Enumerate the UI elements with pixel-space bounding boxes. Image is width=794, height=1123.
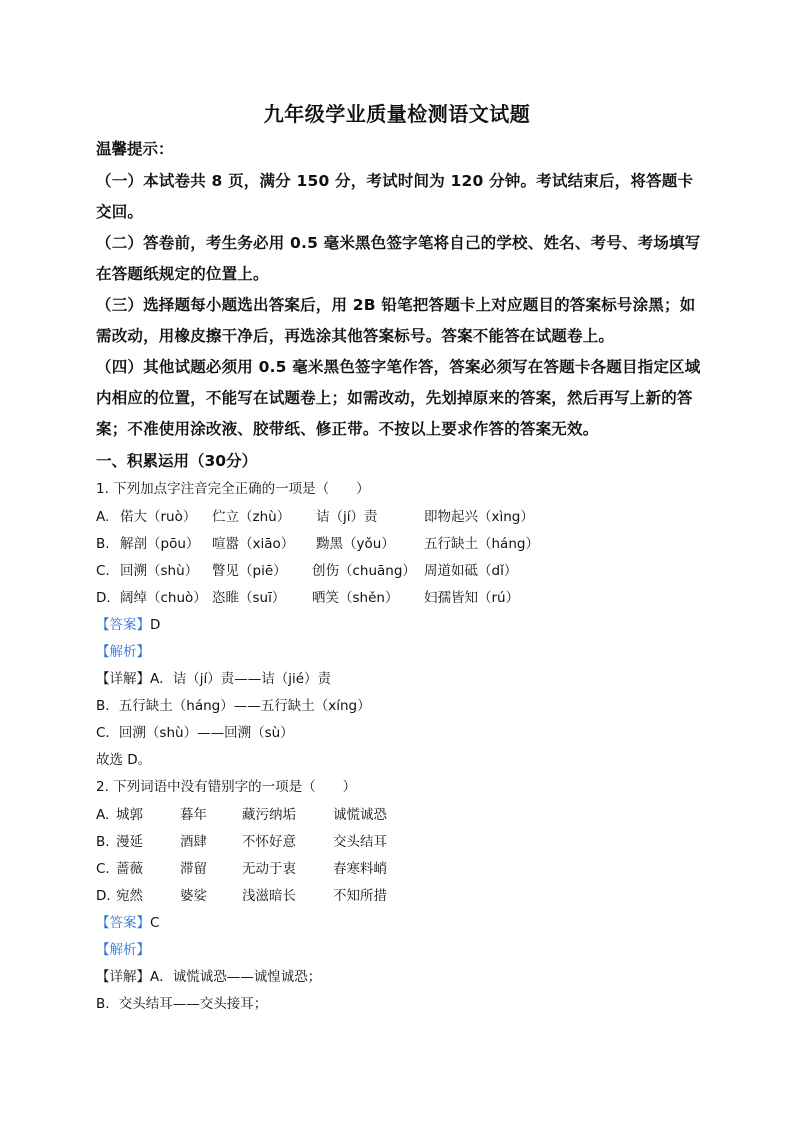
option-letter: B.: [96, 536, 110, 552]
notice-item-1: （一）本试卷共 8 页，满分 150 分，考试时间为 120 分钟。考试结束后，将答题卡交回。: [96, 172, 694, 221]
option-item: 妇孺皆知（rú）: [424, 590, 520, 606]
option-item: 周道如砥（dǐ）: [424, 563, 518, 579]
q2-option-b: [96, 832, 516, 852]
option-item: 滞留: [180, 861, 207, 877]
notice-item-2: （二）答卷前，考生务必用 0.5 毫米黑色签字笔将自己的学校、姓名、考号、考场填写在答题纸规定的位置上。: [96, 234, 701, 283]
option-item: 喧嚣（xiāo）: [212, 536, 295, 552]
option-item: 哂笑（shěn）: [312, 590, 399, 606]
answer-tag: 【答案】: [96, 617, 150, 633]
detail-text: A．诚慌诚恐——诚惶诚恐；: [150, 969, 322, 985]
q1-detail-1: [96, 669, 331, 689]
q2-analysis-tag: 【解析】: [96, 942, 150, 958]
q2-option-c: [96, 859, 516, 879]
q2-option-d: [96, 886, 516, 906]
q1-detail-3: C．回溯（shù）——回溯（sù）: [96, 725, 294, 741]
option-item: 婆娑: [180, 888, 207, 904]
detail-tag: 【详解】: [96, 671, 150, 687]
option-letter: B.: [96, 834, 110, 850]
option-item: 无动于衷: [242, 861, 296, 877]
answer-value: D: [150, 617, 161, 633]
option-item: 漫延: [116, 834, 143, 850]
q2-answer: [96, 913, 159, 933]
q1-analysis-tag: 【解析】: [96, 644, 150, 660]
q1-conclusion: 故选 D。: [96, 752, 152, 768]
option-item: 宛然: [116, 888, 143, 904]
option-item: 不知所措: [333, 888, 387, 904]
q1-option-b: [96, 534, 656, 554]
option-item: 不怀好意: [242, 834, 296, 850]
option-item: 创伤（chuāng）: [312, 563, 416, 579]
answer-value: C: [150, 915, 160, 931]
notice-item-4: （四）其他试题必须用 0.5 毫米黑色签字笔作答，答案必须写在答题卡各题目指定区域内相应的位置，不能写在试题卷上；如需改动，先划掉原来的答案，然后再写上新的答案；不准使用涂改液、胶带纸、修正带。不按以上要求作答的答案无效。: [96, 358, 701, 438]
q1-answer: [96, 615, 160, 635]
section-heading: 一、积累运用（30分）: [96, 452, 258, 470]
option-item: 即物起兴（xìng）: [424, 509, 534, 525]
option-item: 交头结耳: [333, 834, 387, 850]
option-item: 城郭: [116, 807, 143, 823]
option-letter: A.: [96, 509, 110, 525]
option-item: 阔绰（chuò）: [120, 590, 207, 606]
question-2-stem: 2. 下列词语中没有错别字的一项是（ ）: [96, 779, 357, 795]
option-letter: C.: [96, 563, 110, 579]
option-item: 解剖（pōu）: [120, 536, 200, 552]
option-item: 蔷薇: [116, 861, 143, 877]
option-letter: D.: [96, 590, 111, 606]
q2-option-a: [96, 805, 516, 825]
option-item: 恣睢（suī）: [212, 590, 286, 606]
option-letter: C.: [96, 861, 110, 877]
option-item: 暮年: [180, 807, 207, 823]
question-1-stem: 1. 下列加点字注音完全正确的一项是（ ）: [96, 481, 370, 497]
q1-option-c: [96, 561, 656, 581]
q2-detail-1: [96, 967, 321, 987]
answer-tag: 【答案】: [96, 915, 150, 931]
detail-text: A．诘（jí）责——诘（jié）责: [150, 671, 332, 687]
page-title: 九年级学业质量检测语文试题: [263, 102, 531, 126]
option-letter: D.: [96, 888, 111, 904]
q1-option-d: [96, 588, 656, 608]
option-item: 藏污纳垢: [242, 807, 296, 823]
notice-item-3: （三）选择题每小题选出答案后，用 2B 铅笔把答题卡上对应题目的答案标号涂黑；如需改动，用橡皮擦干净后，再选涂其他答案标号。答案不能答在试题卷上。: [96, 296, 696, 345]
option-item: 诘（jí）责: [316, 509, 378, 525]
option-item: 瞥见（piē）: [212, 563, 287, 579]
detail-tag: 【详解】: [96, 969, 150, 985]
q1-option-a: [96, 507, 656, 527]
option-item: 诚慌诚恐: [333, 807, 387, 823]
q1-detail-2: B．五行缺土（háng）——五行缺土（xíng）: [96, 698, 371, 714]
option-item: 五行缺土（háng）: [424, 536, 539, 552]
option-item: 春寒料峭: [333, 861, 387, 877]
notice-label: 温馨提示：: [96, 140, 174, 158]
option-item: 偌大（ruò）: [120, 509, 197, 525]
option-item: 回溯（shù）: [120, 563, 199, 579]
option-item: 黝黑（yǒu）: [316, 536, 395, 552]
q2-detail-2: B．交头结耳——交头接耳；: [96, 996, 268, 1012]
option-item: 伫立（zhù）: [212, 509, 291, 525]
option-letter: A.: [96, 807, 110, 823]
option-item: 酒肆: [180, 834, 207, 850]
option-item: 浅滋暗长: [242, 888, 296, 904]
